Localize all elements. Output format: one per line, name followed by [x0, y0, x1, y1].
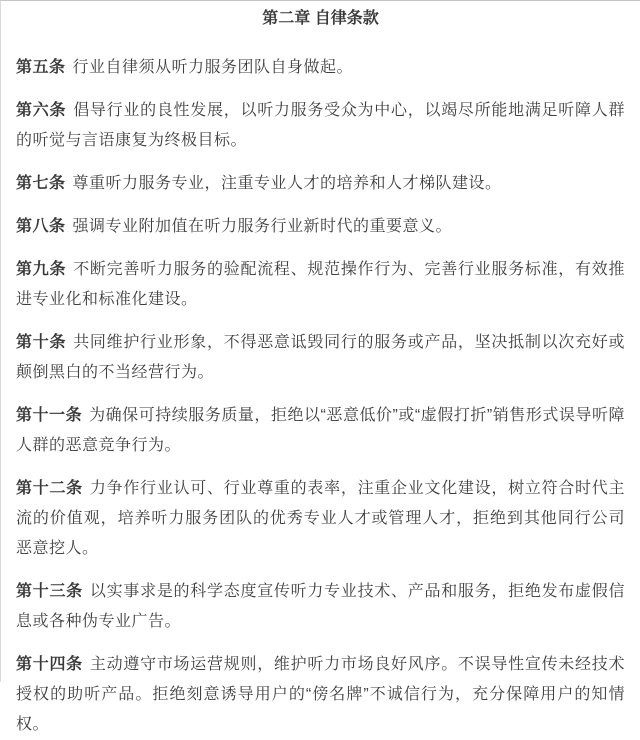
article-number: 第十四条: [16, 656, 83, 673]
article-paragraph-13: [16, 577, 625, 637]
article-paragraph-10: [16, 328, 625, 388]
article-number: 第六条: [16, 102, 67, 119]
article-paragraph-12: [16, 474, 625, 564]
article-number: 第八条: [16, 218, 66, 235]
article-text: 倡导行业的良性发展，以听力服务受众为中心，以竭尽所能地满足听障人群的听觉与言语康复为终极目标。: [16, 102, 625, 149]
article-number: 第十条: [16, 334, 67, 351]
article-number: 第十一条: [16, 407, 83, 424]
article-paragraph-14: [16, 650, 625, 740]
article-paragraph-5: [16, 53, 625, 83]
article-text: 以实事求是的科学态度宣传听力专业技术、产品和服务，拒绝发布虚假信息或各种伪专业广告。: [16, 583, 625, 630]
article-text: 为确保可持续服务质量，拒绝以“恶意低价”或“虚假打折”销售形式误导听障人群的恶意竞争行为。: [16, 407, 625, 454]
article-number: 第九条: [16, 261, 67, 278]
article-paragraph-9: [16, 255, 625, 315]
article-paragraph-6: [16, 96, 625, 156]
article-text: 力争作行业认可、行业尊重的表率，注重企业文化建设，树立符合时代主流的价值观，培养听力服务团队的优秀专业人才或管理人才，拒绝到其他同行公司恶意挖人。: [16, 480, 625, 557]
article-paragraph-8: [16, 212, 625, 242]
article-text: 主动遵守市场运营规则，维护听力市场良好风序。不误导性宣传未经技术授权的助听产品。拒绝刻意诱导用户的“傍名牌”不诚信行为，充分保障用户的知情权。: [16, 656, 625, 733]
article-text: 行业自律须从听力服务团队自身做起。: [72, 59, 354, 76]
article-number: 第十三条: [16, 583, 83, 600]
article-text: 不断完善听力服务的验配流程、规范操作行为、完善行业服务标准，有效推进专业化和标准化建设。: [16, 261, 625, 308]
article-text: 共同维护行业形象，不得恶意诋毁同行的服务或产品，坚决抵制以次充好或颠倒黑白的不当经营行为。: [16, 334, 625, 381]
article-paragraph-11: [16, 401, 625, 461]
article-text: 尊重听力服务专业，注重专业人才的培养和人才梯队建设。: [72, 175, 502, 192]
article-number: 第五条: [16, 59, 66, 76]
article-text: 强调专业附加值在听力服务行业新时代的重要意义。: [72, 218, 453, 235]
article-number: 第七条: [16, 175, 66, 192]
chapter-title: 第二章 自律条款: [262, 10, 379, 27]
article-number: 第十二条: [16, 480, 83, 497]
article-paragraph-7: [16, 169, 625, 199]
